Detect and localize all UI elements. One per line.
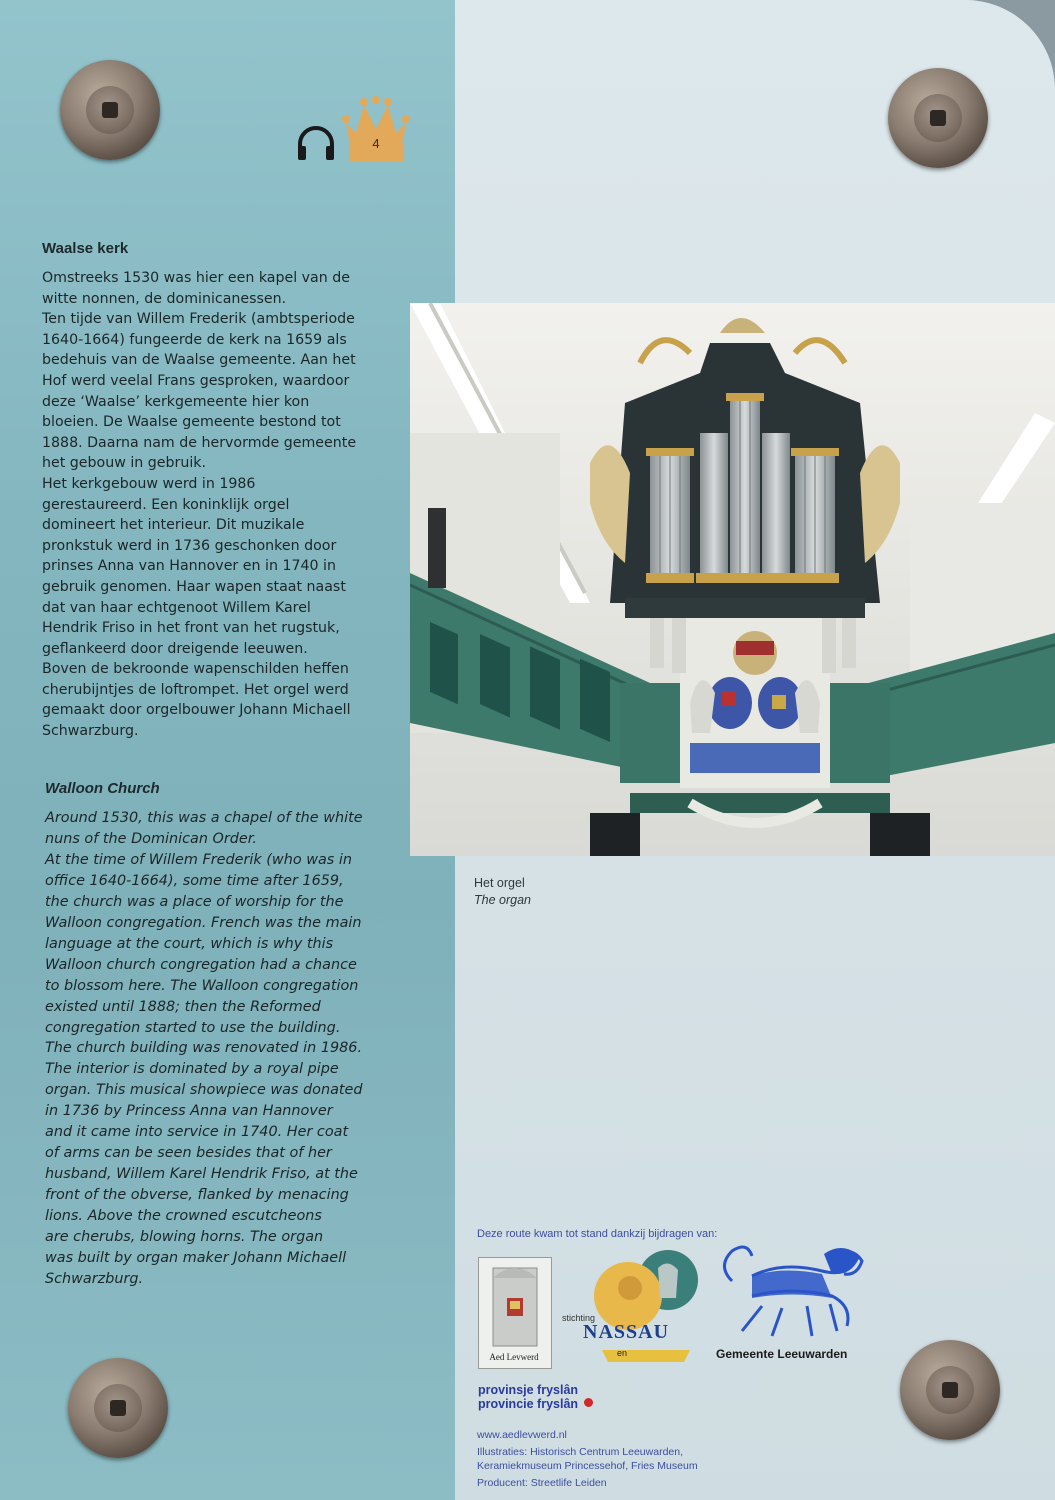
text-line: nuns of the Dominican Order. [45,830,257,847]
english-paragraph [45,808,390,1290]
text-line: Het kerkgebouw werd in 1986 [42,475,256,492]
text-line: Hendrik Friso in het front van het rugstuk, [42,620,340,637]
text-line: husband, Willem Karel Hendrik Friso, at the [45,1166,358,1183]
provincie-fryslan-logo [478,1383,578,1411]
text-line: Walloon church congregation had a chance [45,956,357,973]
mounting-bolt-bottom-left [68,1358,168,1458]
text-line: dat van haar echtgenoot Willem Karel [42,599,311,616]
text-line: lions. Above the crowned escutcheons [45,1208,322,1225]
text-line: geflankeerd door dreigende leeuwen. [42,640,308,657]
caption-dutch: Het orgel [474,876,525,890]
text-line: domineert het interieur. Dit muzikale [42,517,305,534]
mounting-bolt-top-right [888,68,988,168]
text-line: front of the obverse, flanked by menacing [45,1187,349,1204]
text-line: existed until 1888; then the Reformed [45,998,321,1015]
aed-levwerd-label: Aed Levwerd [489,1352,539,1362]
leeuwarden-lion-logo [712,1236,872,1346]
illustration-credit-line: Illustraties: Historisch Centrum Leeuwarden, [477,1446,684,1458]
text-line: office 1640-1664), some time after 1659, [45,872,344,889]
text-line: The interior is dominated by a royal pipe [45,1061,339,1078]
fryslan-heart-icon [584,1398,593,1407]
text-line: witte nonnen, de dominicanessen. [42,290,287,307]
nassau-name: NASSAU [583,1321,670,1343]
text-line: in 1736 by Princess Anna van Hannover [45,1103,333,1120]
text-line: At the time of Willem Frederik (who was in [45,851,352,868]
organ-illustration [410,303,1055,856]
english-heading: Walloon Church [45,780,160,797]
text-line: Boven de bekroonde wapenschilden heffen [42,661,349,678]
text-line: of arms can be seen besides that of her [45,1145,332,1162]
sponsor-intro: Deze route kwam tot stand dankzij bijdragen van: [477,1228,718,1240]
text-line: and it came into service in 1740. Her coat [45,1124,349,1141]
illustration-credits [477,1445,698,1473]
nassau-stichting-label: stichting [562,1313,596,1323]
website-link: www.aedlevwerd.nl [477,1429,567,1441]
mounting-bolt-bottom-right [900,1340,1000,1440]
aed-levwerd-emblem [479,1258,551,1353]
caption-english: The organ [474,893,531,907]
nassau-en-label: en [617,1348,628,1358]
photo-caption [474,875,531,909]
text-line: cherubijntjes de loftrompet. Het orgel werd [42,681,349,698]
dutch-paragraph [42,268,382,742]
text-line: The church building was renovated in 1986. [45,1040,363,1057]
text-line: Schwarzburg. [45,1270,144,1287]
producer-credit: Producent: Streetlife Leiden [477,1477,607,1489]
text-line: bedehuis van de Waalse gemeente. Aan het [42,352,356,369]
text-line: Hof werd veelal Frans gesproken, waardoor [42,372,350,389]
crown-icon [342,95,410,163]
credits [477,1428,698,1493]
text-line: gerestaureerd. Een koninklijk orgel [42,496,290,513]
gemeente-leeuwarden-label: Gemeente Leeuwarden [716,1347,848,1361]
text-line: Around 1530, this was a chapel of the white [45,810,363,826]
text-line: congregation started to use the building. [45,1019,341,1036]
nassau-logo [560,1248,700,1373]
fryslan-line-2: provincie fryslân [478,1397,579,1411]
dutch-heading: Waalse kerk [42,240,129,257]
mounting-bolt-top-left [60,60,160,160]
organ-photo [410,303,1055,856]
text-line: language at the court, which is why this [45,935,334,952]
text-line: gemaakt door orgelbouwer Johann Michaell [42,702,351,719]
text-line: Walloon congregation. French was the main [45,914,362,931]
text-line: deze ‘Waalse’ kerkgemeente hier kon [42,393,310,410]
text-line: 1888. Daarna nam de hervormde gemeente [42,434,357,451]
text-line: het gebouw in gebruik. [42,455,206,472]
text-line: are cherubs, blowing horns. The organ [45,1229,324,1246]
text-line: pronkstuk werd in 1736 geschonken door [42,537,337,554]
text-line: Omstreeks 1530 was hier een kapel van de [42,270,350,286]
headphones-icon [296,124,336,162]
text-line: Ten tijde van Willem Frederik (ambtsperiode [42,311,355,328]
text-line: gebruik genomen. Haar wapen staat naast [42,578,346,595]
fryslan-line-1: provinsje fryslân [478,1383,579,1397]
illustration-credit-line: Keramiekmuseum Princessehof, Fries Museum [477,1460,698,1472]
text-line: to blossom here. The Walloon congregation [45,977,359,994]
text-line: Schwarzburg. [42,723,139,740]
text-line: the church was a place of worship for the [45,893,344,910]
text-line: was built by organ maker Johann Michaell [45,1250,347,1267]
text-line: 1640-1664) fungeerde de kerk na 1659 als [42,331,347,348]
text-line: organ. This musical showpiece was donated [45,1082,363,1099]
route-number: 4 [372,136,380,151]
text-line: prinses Anna van Hannover en in 1740 in [42,558,336,575]
text-line: bloeien. De Waalse gemeente bestond tot [42,414,341,431]
